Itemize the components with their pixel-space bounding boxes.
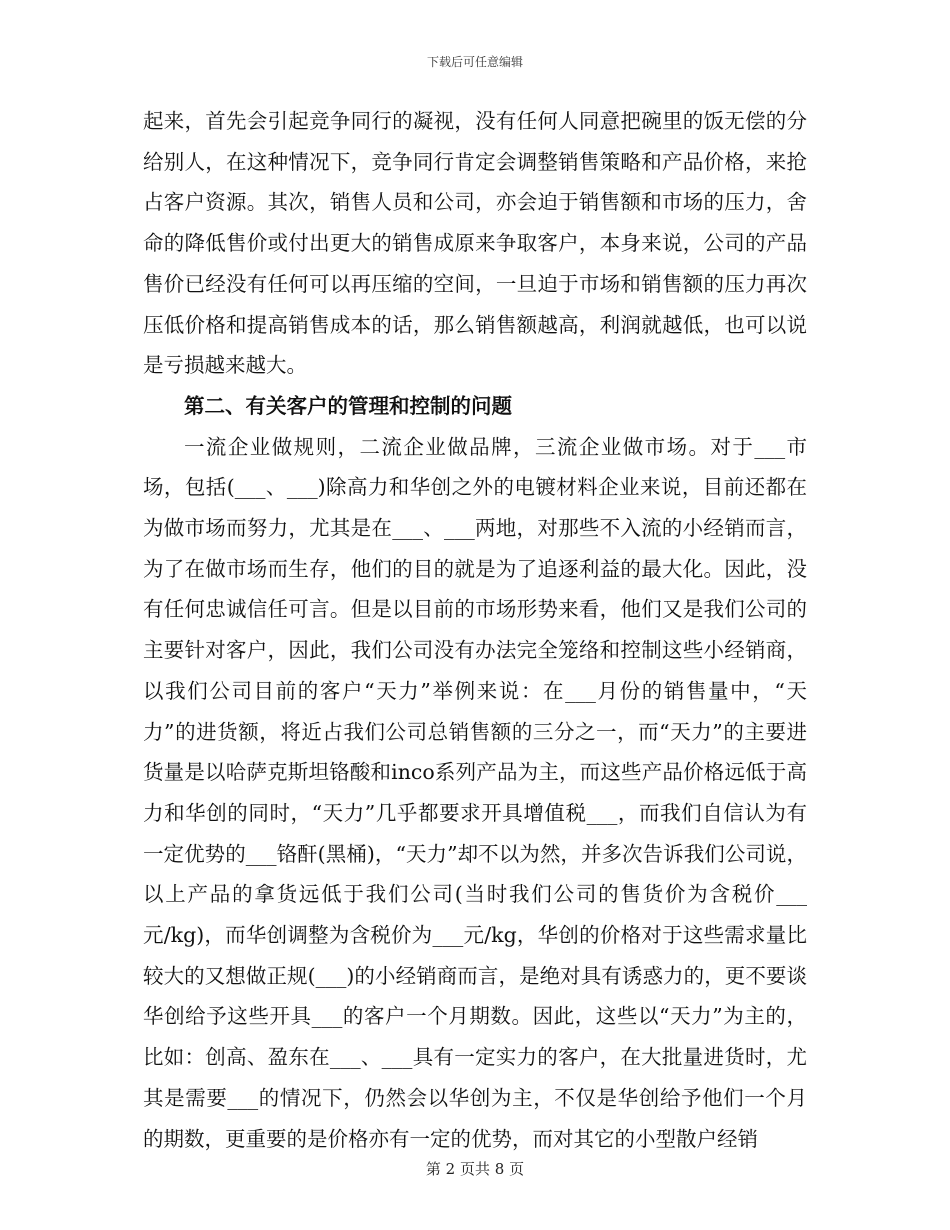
paragraph-section: 一流企业做规则，二流企业做品牌，三流企业做市场。对于___市场，包括(___、___)除高力和华创之外的电镀材料企业来说，目前还都在为做市场而努力，尤其是在___、___两地，对那些不入流的小经销而言，为了在做市场而生存，他们的目的就是为了追逐利益的最大化。因此，没有任何忠诚信任可言。但是以目前的市场形势来看，他们又是我们公司的主要针对客户，因此，我们公司没有办法完全笼络和控制这些小经销商，以我们公司目前的客户“天力”举例来说：在___月份的销售量中，“天力”的进货额，将近占我们公司总销售额的三分之一，而“天力”的主要进货量是以哈萨克斯坦铬酸和inco系列产品为主，而这些产品价格远低于高力和华创的同时，“天力”几乎都要求开具增值税___，而我们自信认为有一定优势的___铬酐(黑桶)，“天力”却不以为然，并多次告诉我们公司说，以上产品的拿货远低于我们公司(当时我们公司的售货价为含税价___元/kg)，而华创调整为含税价为___元/kg，华创的价格对于这些需求量比较大的又想做正规(___)的小经销商而言，是绝对具有诱惑力的，更不要谈华创给予这些开具___的客户一个月期数。因此，这些以“天力”为主的，比如：创高、盈东在___、___具有一定实力的客户，在大批量进货时，尤其是需要___的情况下，仍然会以华创为主，不仅是华创给予他们一个月的期数，更重要的是价格亦有一定的优势，而对其它的小型散户经销	[143, 434, 807, 1151]
page-footer: 第 2 页共 8 页	[425, 1160, 525, 1178]
section-heading: 第二、有关客户的管理和控制的问题	[184, 393, 512, 418]
page-header: 下载后可任意编辑	[426, 55, 523, 69]
document-body	[143, 101, 807, 1159]
paragraph-continued: 起来，首先会引起竞争同行的凝视，没有任何人同意把碗里的饭无偿的分给别人，在这种情况下，竞争同行肯定会调整销售策略和产品价格，来抢占客户资源。其次，销售人员和公司，亦会迫于销售额和市场的压力，舍命的降低售价或付出更大的销售成原来争取客户，本身来说，公司的产品售价已经没有任何可以再压缩的空间，一旦迫于市场和销售额的压力再次压低价格和提高销售成本的话，那么销售额越高，利润就越低，也可以说是亏损越来越大。	[143, 109, 807, 378]
